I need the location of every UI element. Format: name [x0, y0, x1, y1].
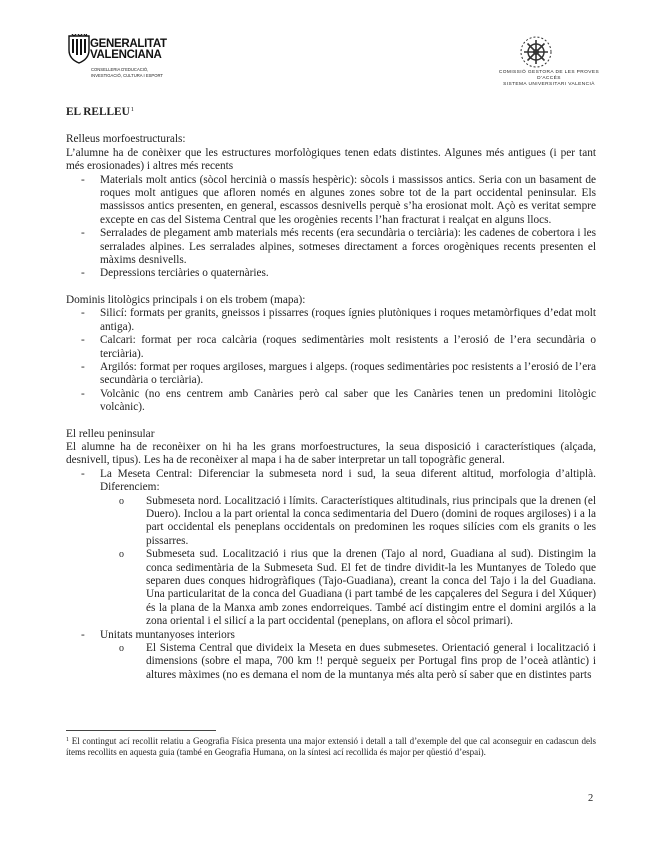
- dash-bullet: -: [81, 227, 85, 240]
- morpho-item-text: Depressions terciàries o quaternàries.: [100, 267, 269, 280]
- morpho-item: [66, 174, 596, 228]
- generalitat-logo: [66, 32, 196, 88]
- morpho-item-text: Serralades de plegament amb materials més recents (era secundària o terciària): les cadenes de cobertora i les serralades alpines. Les serralades alpines, sotmeses directament a forces orogèniques recents presenten el màxims desnivells.: [100, 227, 596, 267]
- university-seal-caption: [494, 70, 604, 88]
- litho-item: [66, 334, 596, 361]
- university-logo: [474, 30, 604, 90]
- dash-bullet: -: [81, 628, 85, 641]
- meseta-subitem: [66, 495, 596, 549]
- circle-bullet: o: [119, 549, 124, 561]
- units-item: [66, 629, 596, 642]
- seal-caption-line: COMISSIÓ GESTORA DE LES PROVES D'ACCÉS: [498, 70, 600, 81]
- meseta-subitem-text: Submeseta nord. Localització i límits. Característiques altitudinals, rius principals que la drenen (el Duero). Inclou a la part oriental la conca sedimentaria del Duero (domini de roques argiloses) i a la part occidental els peneplans occidentals on predominen les roques silícies com els granits o les pissarres.: [146, 494, 596, 547]
- litho-heading: Dominis litològics principals i on els trobem (mapa):: [66, 293, 306, 306]
- litho-item: [66, 307, 596, 334]
- generalitat-name-line: GENERALITAT: [90, 38, 167, 50]
- litho-item-text: Silicí: formats per granits, gneissos i pissarres (roques ígnies plutòniques i roques metamòrfiques d’edat molt antiga).: [100, 307, 596, 333]
- footnote-separator: [66, 730, 216, 731]
- morpho-item-text: Materials molt antics (sòcol hercinià o massís hespèric): sòcols i massissos antics. Seria con un basament de roques molt antigues que afloren només en algunes zones sobre tot de la part occidental peninsular. Els massissos antics presenten, en general, escassos desnivells perquè s’ha erosionat molt. Açò es veritat sempre excepte en cas del Sistema Central que les orogènies recents l’han fracturat i realçat en alguns llocs.: [100, 173, 596, 226]
- units-subitem-text: El Sistema Central que divideix la Meseta en dues submesetes. Orientació general i localització i dimensions (sobre el mapa, 700 km !! perquè segueix per Portugal fins prop de l’oceà atlàntic) i altures màximes (no es demana el nom de la muntanya més alta però sí saber que en distintes parts: [146, 642, 596, 681]
- generalitat-name: [90, 39, 167, 61]
- footnote-reference: 1: [130, 106, 134, 113]
- section-title-text: EL RELLEU: [66, 106, 130, 118]
- litho-item: [66, 388, 596, 415]
- meseta-subitem-text: Submeseta sud. Localització i rius que la drenen (Tajo al nord, Guadiana al sud). Distingim la conca sedimentària de la Submeseta Sud. El fet de tindre dividit-la les Muntanyes de Toledo que separen dues conques hidrogràfiques (Tajo-Guadiana), creant la conca del Tajo i la del Guadiana. Una particularitat de la conca del Guadiana (i part també de les capçaleres del Segura i del Xúquer) és la plana de la Manxa amb zones endorreiques. També ací distingim entre el domini argilós a la zona oriental i el silicí a la part occidental (peneplans, on aflora el sòcol primari).: [146, 548, 596, 628]
- dash-bullet: -: [81, 334, 85, 347]
- units-subitem: [66, 642, 596, 682]
- dash-bullet: -: [81, 173, 85, 186]
- document-body: [66, 103, 596, 682]
- units-item-text: Unitats muntanyoses interiors: [100, 628, 235, 641]
- meseta-subitem: [66, 548, 596, 628]
- dash-bullet: -: [81, 267, 85, 280]
- morpho-item: [66, 267, 596, 280]
- litho-item-text: Argilós: format per roques argiloses, margues i algeps. (roques sedimentàries poc resistents a l’erosió de l’era secundària o terciària).: [100, 360, 596, 387]
- peninsular-heading: El relleu peninsular: [66, 427, 155, 440]
- peninsular-intro: El alumne ha de reconèixer on hi ha les grans morfoestructures, la seua disposició i característiques (alçada, desnivell, tipus). Les ha de reconèixer al mapa i ha de saber interpretar un tall topogràfic general.: [66, 440, 596, 467]
- morpho-heading: Relleus morfoestructurals:: [66, 133, 186, 146]
- dash-bullet: -: [81, 360, 85, 373]
- dash-bullet: -: [81, 307, 85, 320]
- seal-caption-line: SISTEMA UNIVERSITARI VALENCIÀ: [503, 82, 595, 87]
- footnote-mark: 1: [66, 737, 69, 743]
- conselleria-name: [91, 67, 191, 78]
- footnote-text: El contingut ací recollit relatiu a Geografia Física presenta una major extensió i detall a tall d’exemple del que cal aconseguir en cadascun dels ítems recollits en aquesta guia (també en Geografia Humana, on la síntesi ací recollida és major per qüestió d’espai).: [66, 736, 596, 758]
- footnote: [66, 735, 596, 759]
- morpho-intro: L’alumne ha de conèixer que les estructures morfològiques tenen edats distintes. Algunes més antigues (i per tant més erosionades) i altres més recents: [66, 146, 596, 173]
- conselleria-name-line: INVESTIGACIÓ, CULTURA I ESPORT: [91, 72, 163, 78]
- circle-bullet: o: [119, 643, 124, 655]
- meseta-item-text: La Meseta Central: Diferenciar la submeseta nord i sud, la seua diferent altitud, morfologia d’altiplà. Diferenciem:: [100, 467, 596, 494]
- dash-bullet: -: [81, 467, 85, 480]
- dash-bullet: -: [81, 387, 85, 400]
- litho-item: [66, 361, 596, 388]
- generalitat-name-line: VALENCIANA: [90, 49, 162, 61]
- conselleria-name-line: CONSELLERIA D'EDUCACIÓ,: [91, 67, 149, 72]
- morpho-item: [66, 227, 596, 267]
- section-title: [66, 103, 596, 119]
- page-number: 2: [588, 793, 594, 804]
- circle-bullet: o: [119, 495, 124, 507]
- litho-item-text: Volcànic (no ens centrem amb Canàries però cal saber que les Canàries tenen un predomini litològic volcànic).: [100, 387, 596, 414]
- generalitat-valenciana-logo-icon: [66, 34, 92, 64]
- litho-item-text: Calcari: format per roca calcària (roques sedimentàries molt resistents a l’erosió de l’era secundària o terciària).: [100, 334, 596, 360]
- meseta-item: [66, 468, 596, 495]
